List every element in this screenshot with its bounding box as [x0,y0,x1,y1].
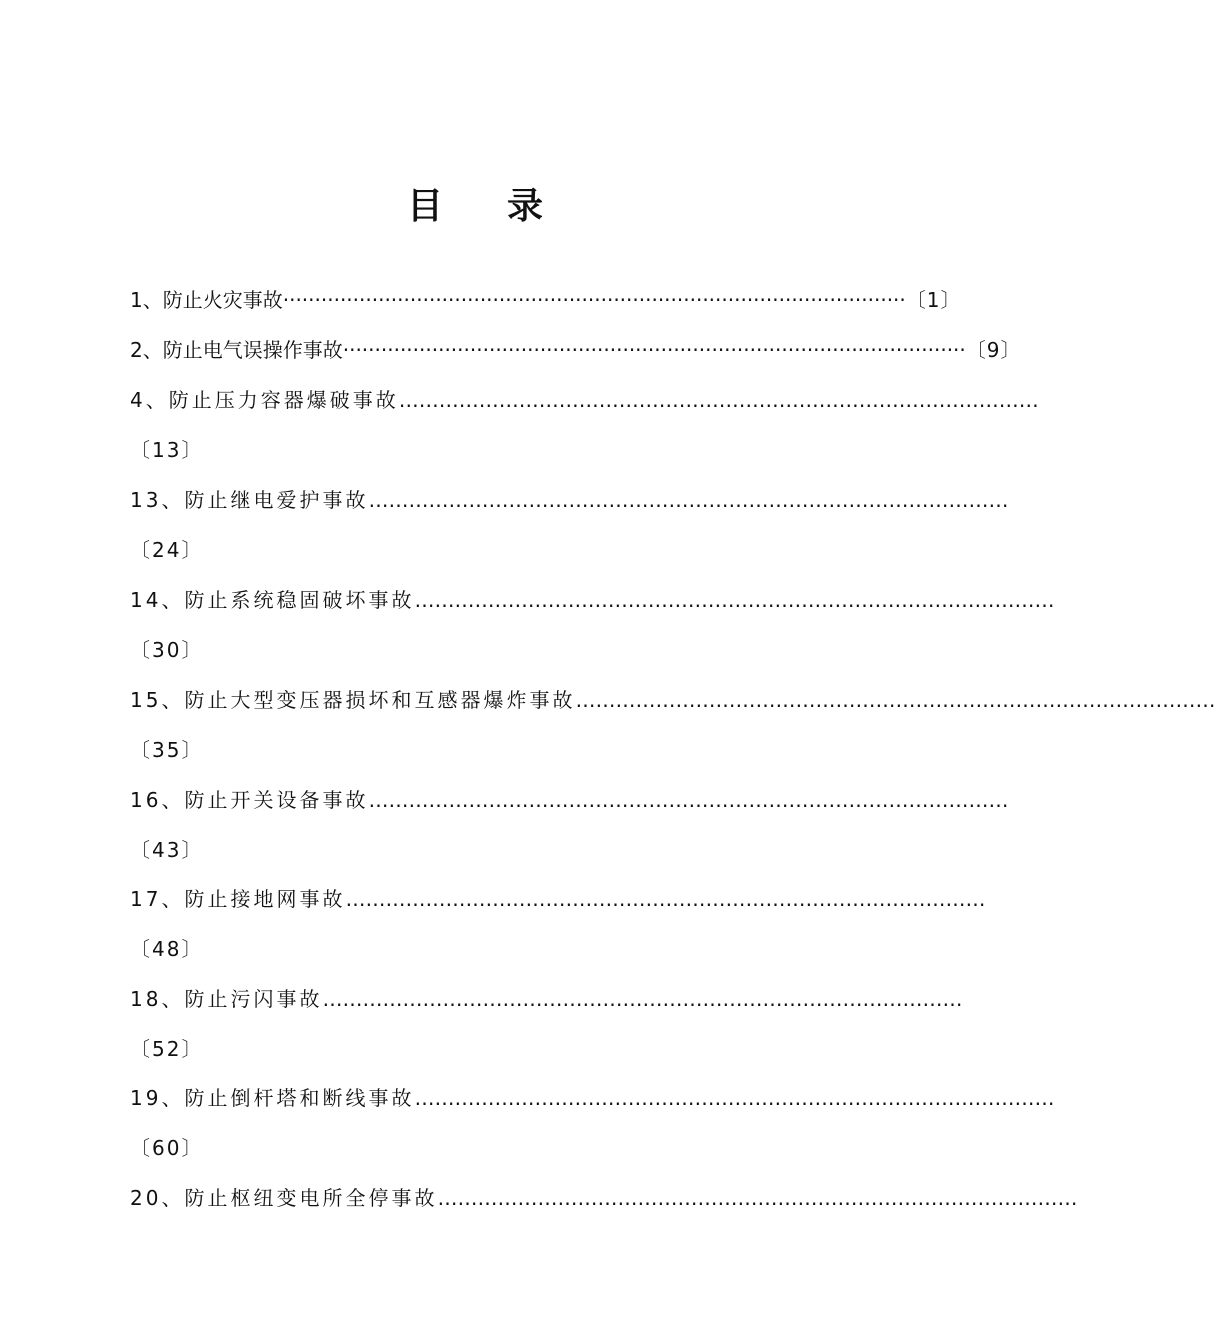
leader-dots: …………………………………………………………………………………… [414,588,1055,612]
toc-entry-20 [130,1183,1078,1213]
toc-entry-page: 〔13〕 [130,438,204,462]
leader-dots: …………………………………………………………………………………… [437,1186,1078,1210]
leader-dots: …………………………………………………………………………………… [398,388,1039,412]
toc-entry-1 [130,285,962,315]
toc-entry-14 [130,585,1055,615]
leader-dots: …………………………………………………………………………………… [368,488,1009,512]
toc-entry-label: 15、防止大型变压器损坏和互感器爆炸事故 [130,688,576,712]
toc-entry-label: 14、防止系统稳固破坏事故 [130,588,415,612]
toc-entry-label: 2、防止电气误操作事故 [130,338,343,362]
toc-entry-13 [130,485,1009,515]
toc-entry-17 [130,884,986,914]
toc-entry-page: 〔9〕 [965,338,1022,362]
toc-entry-label: 1、防止火灾事故 [130,288,283,312]
toc-entry-page: 〔1〕 [905,288,962,312]
toc-entry-page: 〔48〕 [130,937,204,961]
toc-entry-15 [130,685,1215,715]
leader-dots: …………………………………………………………………………………… [414,1086,1055,1110]
toc-entry-page: 〔30〕 [130,638,204,662]
toc-entry-label: 19、防止倒杆塔和断线事故 [130,1086,415,1110]
leader-dots: …………………………………………………………………………………… [345,887,986,911]
toc-entry-label: 16、防止开关设备事故 [130,788,369,812]
toc-entry-19 [130,1083,1055,1113]
title-char-1: 目 [406,186,443,227]
leader-dots: …………………………………………………………………………………… [575,688,1215,712]
leader-dots: …………………………………………………………………………………… [368,788,1009,812]
toc-entry-page: 〔52〕 [130,1037,204,1061]
page-title [0,178,950,229]
toc-entry-page: 〔35〕 [130,738,204,762]
toc-entry-16 [130,785,1009,815]
toc-entry-label: 18、防止污闪事故 [130,987,323,1011]
leader-dots: …………………………………………………………………………………… [322,987,963,1011]
leader-dots: ·································································································· [282,288,906,312]
leader-dots: ·································································································· [342,338,966,362]
toc-entry-4 [130,385,1039,415]
title-char-2: 录 [507,186,544,227]
toc-entry-page: 〔24〕 [130,538,204,562]
toc-entry-page: 〔43〕 [130,838,204,862]
toc-entry-label: 17、防止接地网事故 [130,887,346,911]
toc-entry-label: 13、防止继电爱护事故 [130,488,369,512]
toc-entry-label: 20、防止枢纽变电所全停事故 [130,1186,438,1210]
toc-entry-label: 4、防止压力容器爆破事故 [130,388,399,412]
toc-entry-page: 〔60〕 [130,1136,204,1160]
toc-entry-2 [130,335,1022,365]
toc-entry-18 [130,984,963,1014]
